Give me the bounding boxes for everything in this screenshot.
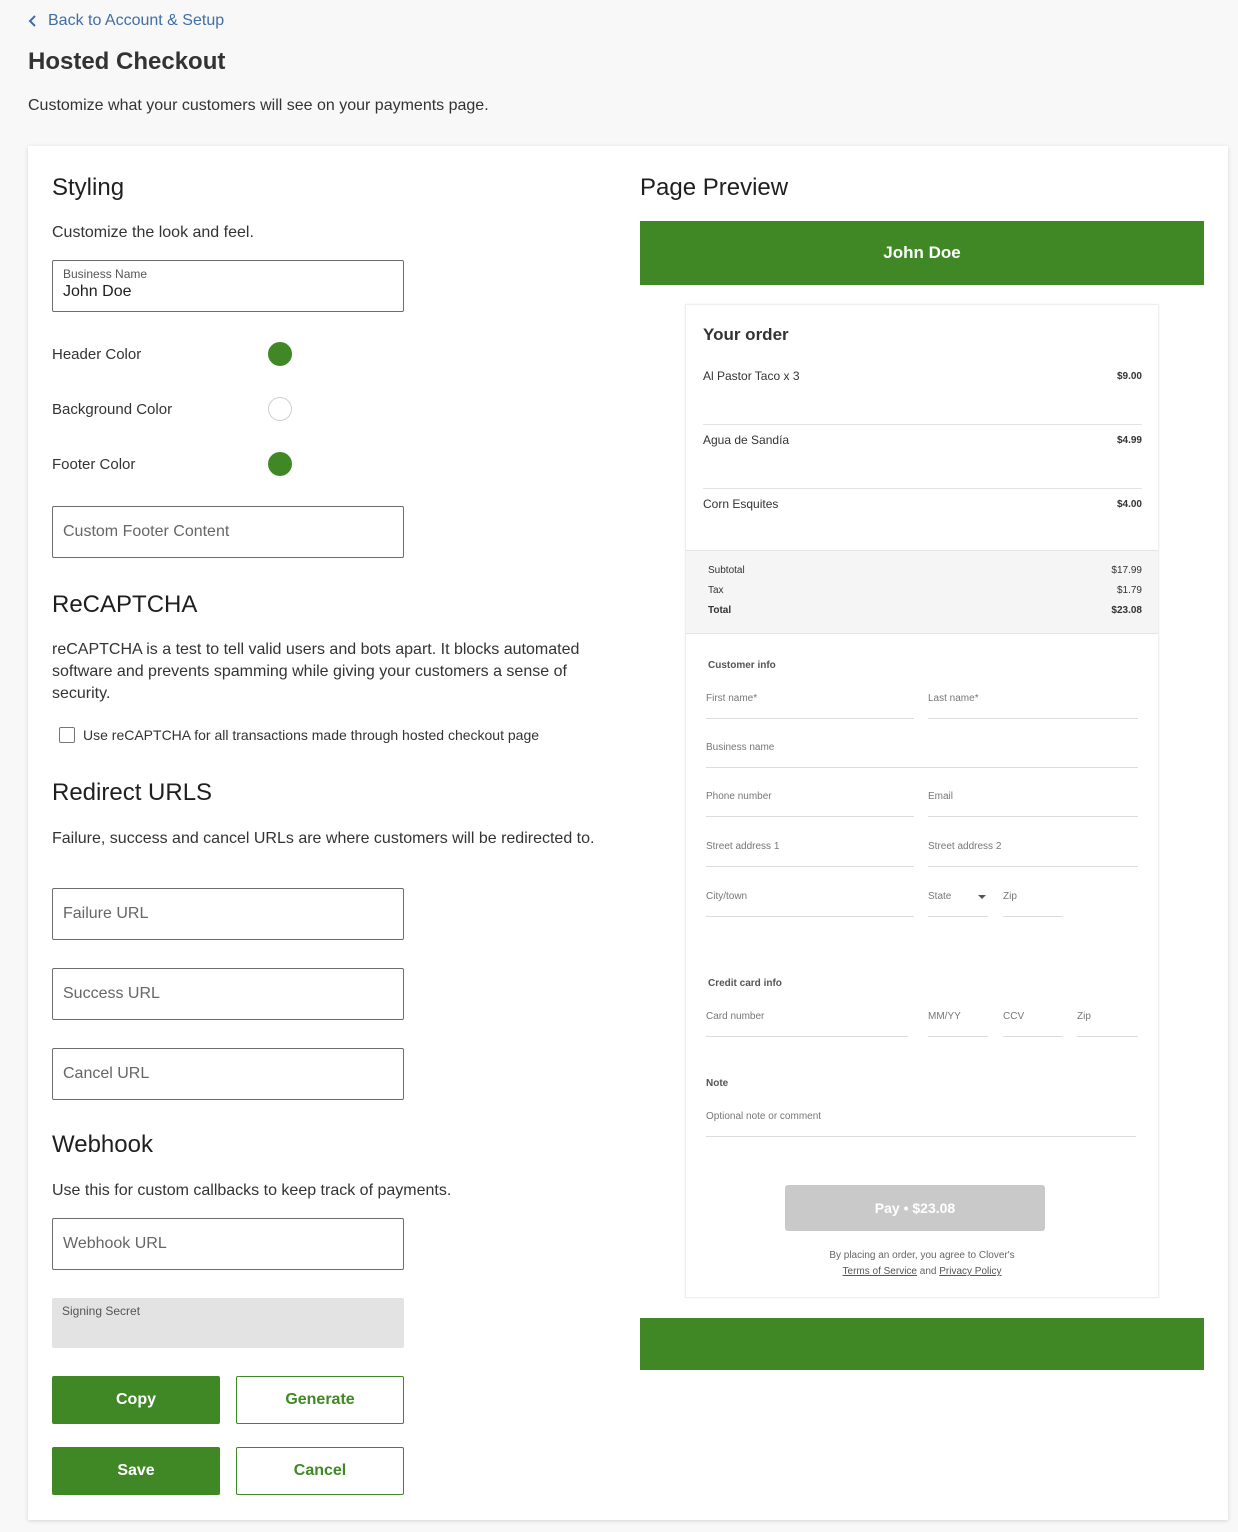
header-color-swatch[interactable] bbox=[268, 342, 292, 366]
city-field[interactable] bbox=[706, 891, 914, 917]
zip-field[interactable] bbox=[1003, 891, 1063, 917]
last-name-placeholder: Last name* bbox=[928, 693, 979, 704]
preview-header bbox=[640, 221, 1204, 285]
city-placeholder: City/town bbox=[706, 891, 748, 902]
copy-button[interactable]: Copy bbox=[52, 1376, 220, 1424]
footer-color-swatch[interactable] bbox=[268, 452, 292, 476]
phone-placeholder: Phone number bbox=[706, 791, 772, 802]
email-placeholder: Email bbox=[928, 791, 954, 802]
back-link[interactable] bbox=[28, 12, 224, 30]
recaptcha-title: ReCAPTCHA bbox=[52, 591, 198, 618]
recaptcha-desc: reCAPTCHA is a test to tell valid users and bots apart. It blocks automated software and prevents spamming while giving your customers a sense of security. bbox=[52, 641, 580, 702]
order-item bbox=[703, 425, 1142, 489]
back-link-label: Back to Account & Setup bbox=[48, 12, 225, 29]
tax-label: Tax bbox=[708, 585, 724, 596]
business-name-label: Business Name bbox=[63, 267, 148, 281]
background-color-label: Background Color bbox=[52, 400, 173, 418]
street-address-1-field[interactable] bbox=[706, 841, 914, 867]
preview-footer bbox=[640, 1318, 1204, 1370]
legal-prefix: By placing an order, you agree to Clover's bbox=[829, 1250, 1015, 1261]
order-title: Your order bbox=[703, 325, 789, 344]
terms-link[interactable]: Terms of Service bbox=[842, 1266, 917, 1277]
styling-desc: Customize the look and feel. bbox=[52, 224, 254, 241]
preview-title: Page Preview bbox=[640, 174, 789, 201]
subtotal-label: Subtotal bbox=[708, 565, 745, 576]
legal-text bbox=[686, 1248, 1158, 1280]
last-name-field[interactable] bbox=[928, 693, 1138, 719]
first-name-field[interactable] bbox=[706, 693, 914, 719]
street-address-2-placeholder: Street address 2 bbox=[928, 841, 1002, 852]
order-item bbox=[703, 489, 1142, 553]
zip-placeholder: Zip bbox=[1003, 891, 1017, 902]
webhook-desc: Use this for custom callbacks to keep track of payments. bbox=[52, 1182, 452, 1199]
redirect-desc: Failure, success and cancel URLs are where customers will be redirected to. bbox=[52, 830, 595, 847]
order-item-price: $4.99 bbox=[1116, 435, 1142, 446]
legal-and: and bbox=[919, 1266, 937, 1277]
recaptcha-checkbox-label: Use reCAPTCHA for all transactions made through hosted checkout page bbox=[83, 727, 540, 743]
business-name-preview-field[interactable] bbox=[706, 742, 1138, 768]
styling-title: Styling bbox=[52, 174, 125, 201]
page-subtitle: Customize what your customers will see on your payments page. bbox=[28, 97, 489, 114]
redirect-title: Redirect URLS bbox=[52, 779, 213, 806]
pay-button[interactable]: Pay • $23.08 bbox=[785, 1185, 1045, 1231]
tax-value: $1.79 bbox=[1116, 585, 1142, 596]
background-color-swatch[interactable] bbox=[268, 397, 292, 421]
privacy-link[interactable]: Privacy Policy bbox=[939, 1266, 1002, 1277]
note-label: Note bbox=[706, 1078, 729, 1089]
first-name-placeholder: First name* bbox=[706, 693, 758, 704]
recaptcha-checkbox-row[interactable] bbox=[59, 727, 539, 743]
preview-header-name: John Doe bbox=[883, 243, 961, 262]
card-zip-placeholder: Zip bbox=[1077, 1011, 1091, 1022]
settings-card bbox=[28, 146, 1228, 1520]
total-row bbox=[708, 605, 1142, 616]
cancel-url-input[interactable]: Cancel URL bbox=[52, 1048, 404, 1100]
business-name-value: John Doe bbox=[63, 283, 132, 300]
total-label: Total bbox=[708, 605, 732, 616]
street-address-2-field[interactable] bbox=[928, 841, 1138, 867]
phone-field[interactable] bbox=[706, 791, 914, 817]
failure-url-input[interactable]: Failure URL bbox=[52, 888, 404, 940]
footer-color-row bbox=[52, 452, 312, 476]
custom-footer-input[interactable]: Custom Footer Content bbox=[52, 506, 404, 558]
note-placeholder: Optional note or comment bbox=[706, 1111, 822, 1122]
order-totals bbox=[686, 550, 1158, 634]
note-field[interactable] bbox=[706, 1111, 1136, 1137]
order-item-name: Agua de Sandía bbox=[703, 433, 790, 447]
preview-checkout-card bbox=[685, 304, 1159, 1298]
header-color-row bbox=[52, 342, 312, 366]
generate-button[interactable]: Generate bbox=[236, 1376, 404, 1424]
webhook-url-input[interactable]: Webhook URL bbox=[52, 1218, 404, 1270]
order-item-name: Al Pastor Taco x 3 bbox=[703, 369, 800, 383]
cancel-button[interactable]: Cancel bbox=[236, 1447, 404, 1495]
preview-column bbox=[640, 146, 1204, 1520]
page-title: Hosted Checkout bbox=[28, 48, 226, 75]
card-expiry-field[interactable] bbox=[928, 1011, 988, 1037]
business-name-placeholder: Business name bbox=[706, 742, 775, 753]
background-color-row bbox=[52, 397, 312, 421]
card-ccv-placeholder: CCV bbox=[1003, 1011, 1025, 1022]
header-color-label: Header Color bbox=[52, 345, 142, 363]
total-value: $23.08 bbox=[1111, 605, 1142, 616]
settings-column bbox=[52, 146, 622, 1520]
card-number-placeholder: Card number bbox=[706, 1011, 765, 1022]
customer-info-label: Customer info bbox=[708, 660, 776, 671]
chevron-left-icon bbox=[28, 15, 38, 27]
success-url-input[interactable]: Success URL bbox=[52, 968, 404, 1020]
subtotal-row bbox=[708, 565, 1142, 576]
tax-row bbox=[708, 585, 1142, 596]
state-select[interactable] bbox=[928, 891, 988, 917]
caret-down-icon bbox=[978, 895, 986, 899]
webhook-title: Webhook bbox=[52, 1131, 153, 1158]
order-item-price: $9.00 bbox=[1116, 371, 1142, 382]
signing-secret-label: Signing Secret bbox=[62, 1304, 141, 1318]
save-button[interactable]: Save bbox=[52, 1447, 220, 1495]
order-item-price: $4.00 bbox=[1116, 499, 1142, 510]
credit-card-label: Credit card info bbox=[708, 978, 782, 989]
card-zip-field[interactable] bbox=[1077, 1011, 1138, 1037]
card-number-field[interactable] bbox=[706, 1011, 908, 1037]
order-item-name: Corn Esquites bbox=[703, 497, 779, 511]
subtotal-value: $17.99 bbox=[1111, 565, 1142, 576]
email-field[interactable] bbox=[928, 791, 1138, 817]
street-address-1-placeholder: Street address 1 bbox=[706, 841, 780, 852]
card-expiry-placeholder: MM/YY bbox=[928, 1011, 961, 1022]
footer-color-label: Footer Color bbox=[52, 455, 136, 473]
business-name-field[interactable] bbox=[52, 260, 404, 312]
order-item bbox=[703, 361, 1142, 425]
recaptcha-checkbox[interactable] bbox=[59, 727, 75, 743]
card-ccv-field[interactable] bbox=[1003, 1011, 1063, 1037]
state-placeholder: State bbox=[928, 891, 952, 902]
signing-secret-field[interactable] bbox=[52, 1298, 404, 1348]
